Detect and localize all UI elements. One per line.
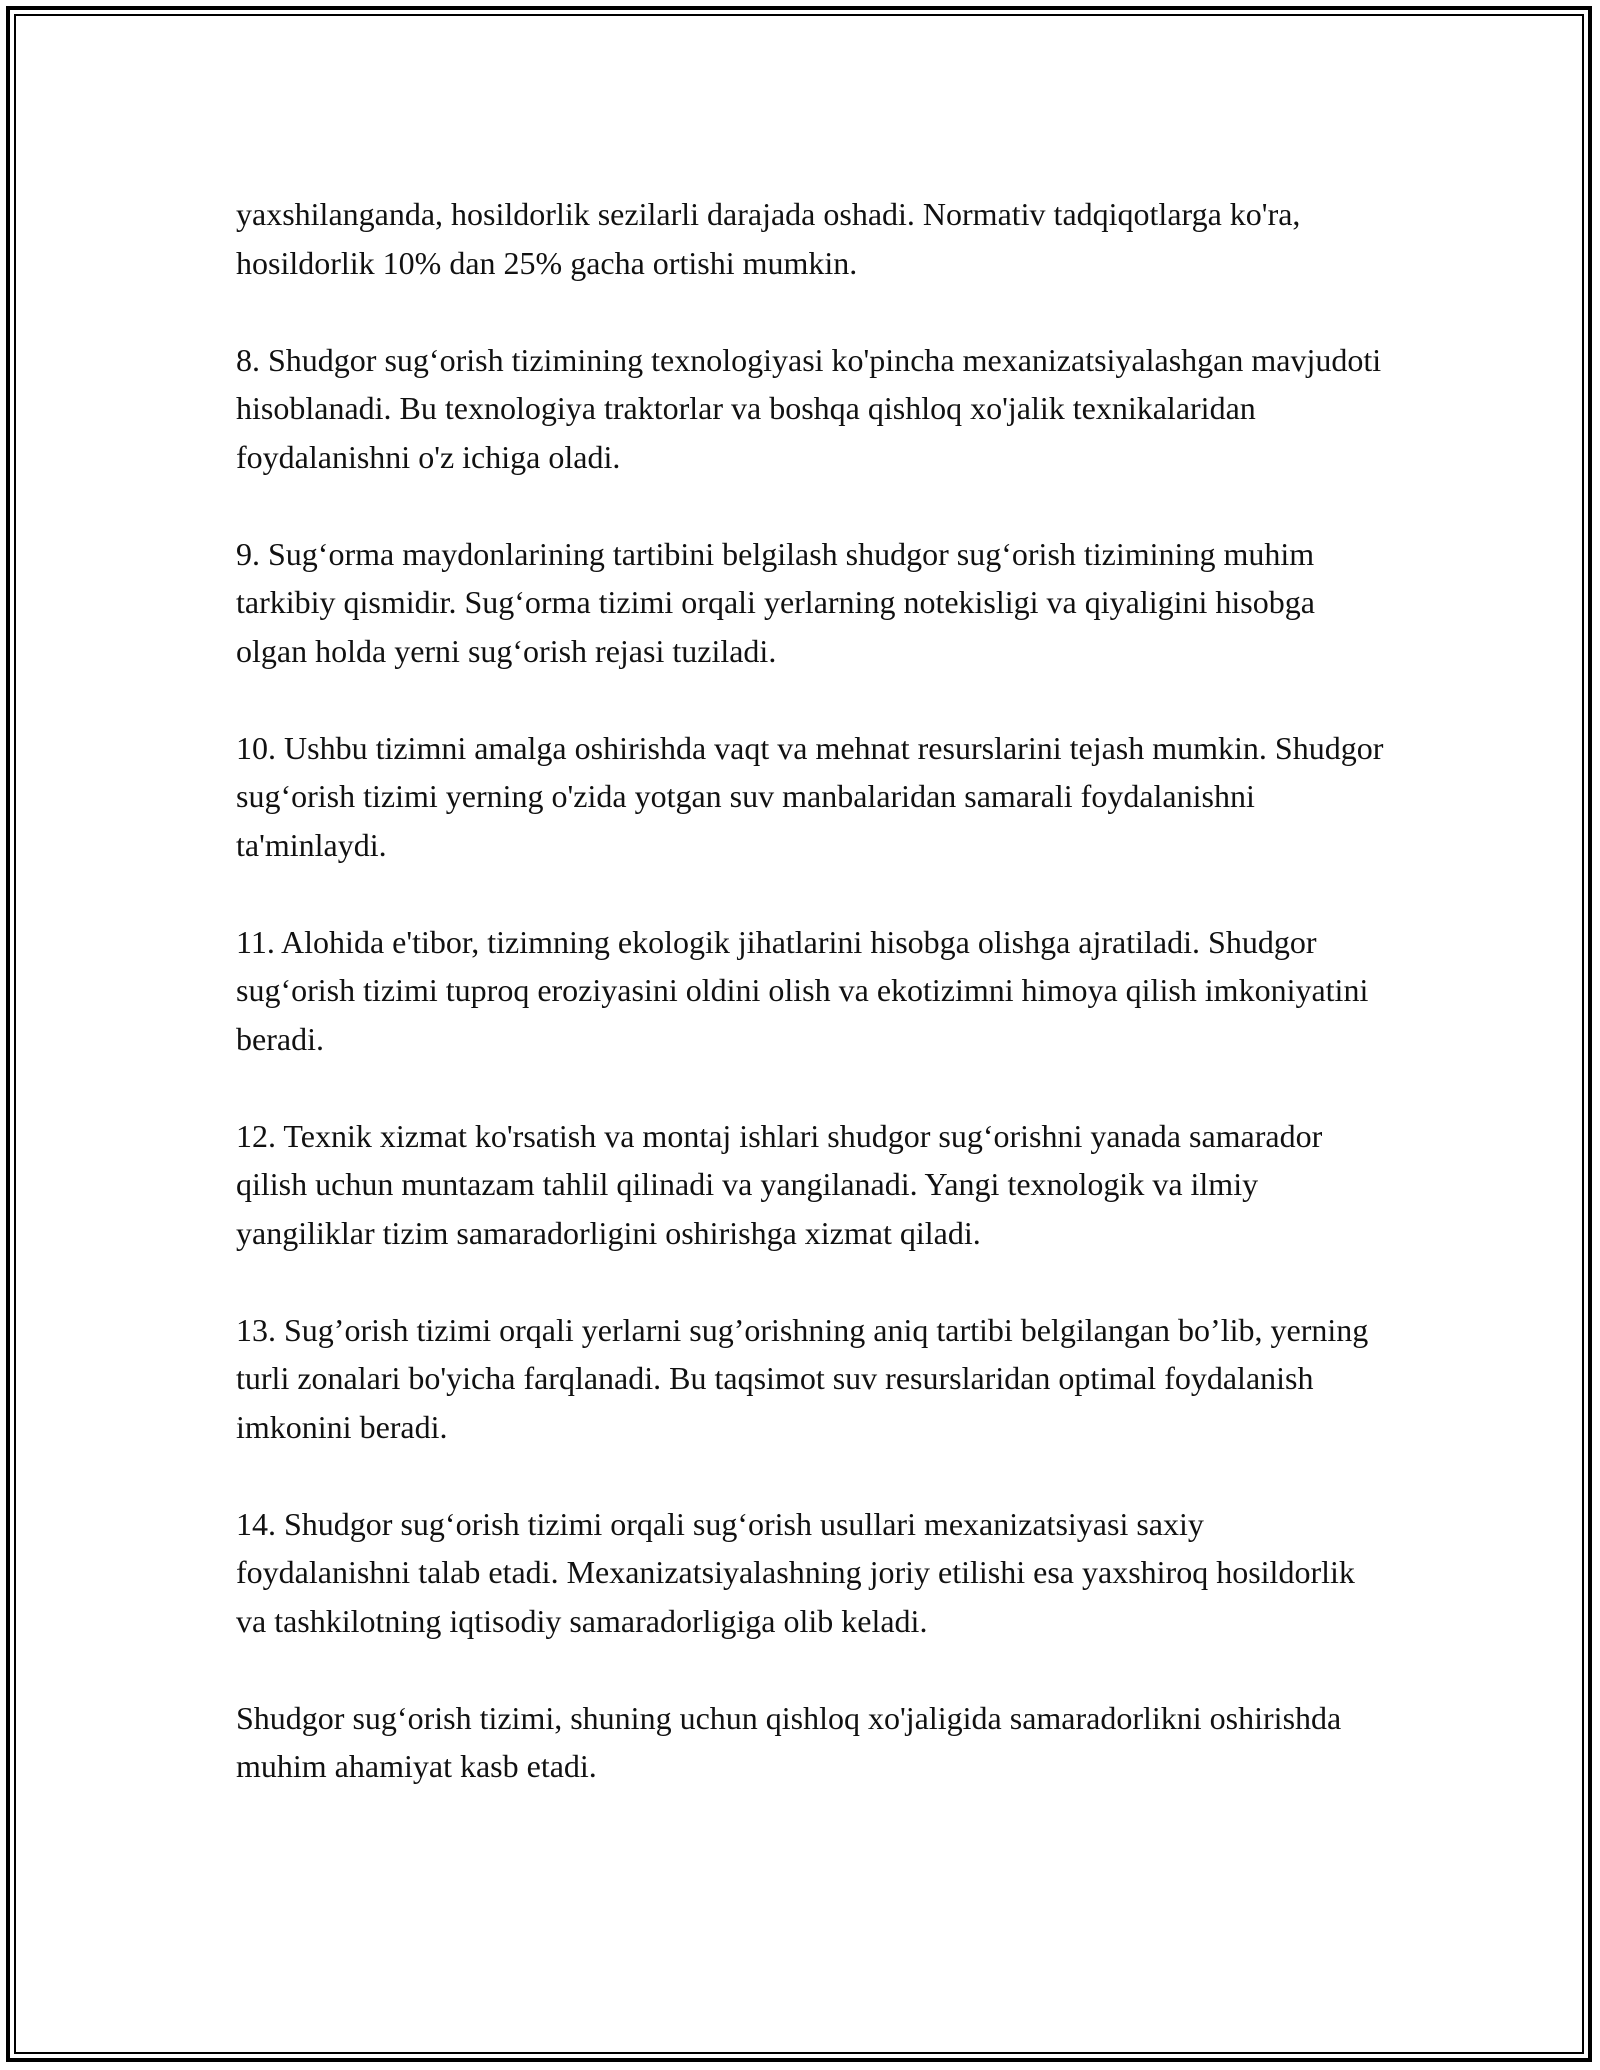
document-body xyxy=(236,190,1386,1791)
paragraph-item-8: 8. Shudgor sug‘orish tizimining texnologiyasi ko'pincha mexanizatsiyalashgan mavjudoti hisoblanadi. Bu texnologiya traktorlar va boshqa qishloq xo'jalik texnikalaridan foydalanishni o'z ichiga oladi. xyxy=(236,341,1382,475)
paragraph-conclusion: Shudgor sug‘orish tizimi, shuning uchun qishloq xo'jaligida samaradorlikni oshirishda muhim ahamiyat kasb etadi. xyxy=(236,1699,1342,1784)
paragraph-item-9: 9. Sug‘orma maydonlarining tartibini belgilash shudgor sug‘orish tizimining muhim tarkibiy qismidir. Sug‘orma tizimi orqali yerlarning notekisligi va qiyaligini hisobga olgan holda yerni sug‘orish rejasi tuziladi. xyxy=(236,535,1315,669)
paragraph-item-14: 14. Shudgor sug‘orish tizimi orqali sug‘orish usullari mexanizatsiyasi saxiy foydalanishni talab etadi. Mexanizatsiyalashning joriy etilishi esa yaxshiroq hosildorlik va tashkilotning iqtisodiy samaradorligiga olib keladi. xyxy=(236,1505,1355,1639)
paragraph-item-13: 13. Sug’orish tizimi orqali yerlarni sug’orishning aniq tartibi belgilangan bo’lib, yerning turli zonalari bo'yicha farqlanadi. Bu taqsimot suv resurslaridan optimal foydalanish imkonini beradi. xyxy=(236,1311,1369,1445)
paragraph-continuation: yaxshilanganda, hosildorlik sezilarli darajada oshadi. Normativ tadqiqotlarga ko'ra, hosildorlik 10% dan 25% gacha ortishi mumkin. xyxy=(236,196,1301,281)
paragraph-item-10: 10. Ushbu tizimni amalga oshirishda vaqt va mehnat resurslarini tejash mumkin. Shudgor sug‘orish tizimi yerning o'zida yotgan suv manbalaridan samarali foydalanishni ta'minlaydi. xyxy=(236,729,1384,863)
paragraph-item-12: 12. Texnik xizmat ko'rsatish va montaj ishlari shudgor sug‘orishni yanada samarador qilish uchun muntazam tahlil qilinadi va yangilanadi. Yangi texnologik va ilmiy yangiliklar tizim samaradorligini oshirishga xizmat qiladi. xyxy=(236,1117,1323,1251)
paragraph-item-11: 11. Alohida e'tibor, tizimning ekologik jihatlarini hisobga olishga ajratiladi. Shudgor sug‘orish tizimi tuproq eroziyasini oldini olish va ekotizimni himoya qilish imkoniyatini beradi. xyxy=(236,923,1369,1057)
